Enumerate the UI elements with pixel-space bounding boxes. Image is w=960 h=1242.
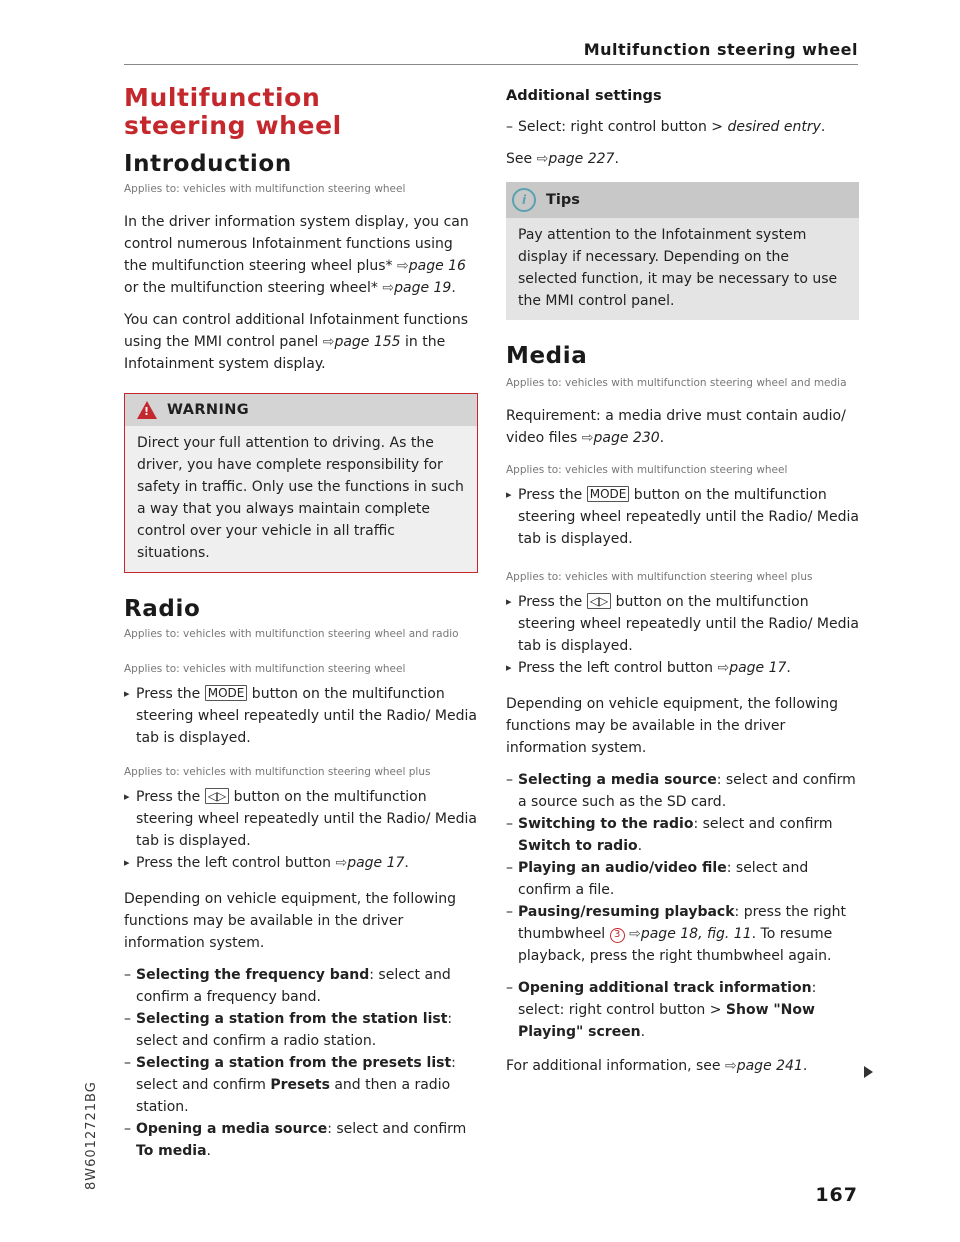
page-link[interactable]: page 18, fig. 11 bbox=[640, 926, 752, 942]
section-heading-media: Media bbox=[506, 343, 588, 369]
info-icon: i bbox=[512, 188, 536, 212]
page-link[interactable]: page 227 bbox=[548, 151, 615, 167]
tips-box bbox=[506, 182, 859, 320]
list-item: – Selecting a station from the station list: select and confirm a radio station. bbox=[124, 1008, 478, 1052]
applies-note: Applies to: vehicles with multifunction steering wheel bbox=[506, 464, 788, 476]
xref-arrow-icon: ⇨ bbox=[724, 1058, 737, 1074]
xref-arrow-icon: ⇨ bbox=[382, 280, 395, 296]
list-item: ▸ Press the MODE button on the multifunction steering wheel repeatedly until the Radio/ Media tab is displayed. bbox=[124, 683, 478, 749]
radio-depend-paragraph: Depending on vehicle equipment, the following functions may be available in the driver information system. bbox=[124, 891, 456, 951]
list-item: – Opening a media source: select and confirm To media. bbox=[124, 1118, 478, 1162]
page-link[interactable]: page 17 bbox=[347, 855, 405, 871]
xref-arrow-icon: ⇨ bbox=[717, 660, 730, 676]
list-item: ▸ Press the left control button ⇨page 17. bbox=[124, 852, 478, 874]
list-item: ▸ Press the ◁▷ button on the multifunction steering wheel repeatedly until the Radio/ Media tab is displayed. bbox=[124, 786, 478, 852]
list-item: – Playing an audio/video file: select and confirm a file. bbox=[506, 857, 859, 901]
chapter-title: Multifunction steering wheel bbox=[124, 83, 342, 140]
warning-triangle-icon bbox=[137, 401, 157, 419]
list-item: – Selecting a station from the presets list: select and confirm Presets and then a radio station. bbox=[124, 1052, 478, 1118]
list-item: – Switching to the radio: select and confirm Switch to radio. bbox=[506, 813, 859, 857]
applies-note: Applies to: vehicles with multifunction steering wheel bbox=[124, 663, 406, 675]
right-column bbox=[506, 84, 859, 1077]
warning-text: Direct your full attention to driving. As the driver, you have complete responsibility for safety in traffic. Only use the functions in such a way that you always maintain complete control over your vehicle in all traffic situations. bbox=[125, 426, 477, 572]
xref-arrow-icon: ⇨ bbox=[397, 258, 409, 274]
intro-paragraph-2: You can control additional Infotainment functions using the MMI control panel ⇨page 155 in the Infotainment system display. bbox=[124, 312, 469, 372]
page-link[interactable]: page 16 bbox=[408, 258, 466, 274]
running-header: Multifunction steering wheel bbox=[583, 40, 858, 59]
arrows-key: ◁▷ bbox=[205, 788, 229, 804]
mode-key: MODE bbox=[587, 486, 630, 502]
list-item: – Selecting a media source: select and confirm a source such as the SD card. bbox=[506, 769, 859, 813]
tips-title: Tips bbox=[546, 192, 580, 208]
left-column bbox=[124, 84, 478, 1162]
tips-text: Pay attention to the Infotainment system display if necessary. Depending on the selected function, it may be necessary to use the MMI control panel. bbox=[518, 227, 838, 309]
page-link[interactable]: page 241 bbox=[736, 1058, 803, 1074]
warning-box bbox=[124, 393, 478, 573]
xref-arrow-icon: ⇨ bbox=[322, 334, 335, 350]
section-heading-radio: Radio bbox=[124, 596, 201, 622]
tips-header bbox=[506, 182, 859, 218]
xref-arrow-icon: ⇨ bbox=[581, 430, 594, 446]
mode-key: MODE bbox=[205, 685, 248, 701]
continue-arrow-icon bbox=[864, 1066, 873, 1078]
list-item: ▸ Press the MODE button on the multifunction steering wheel repeatedly until the Radio/ Media tab is displayed. bbox=[506, 484, 859, 550]
applies-note: Applies to: vehicles with multifunction steering wheel and radio bbox=[124, 628, 459, 640]
xref-arrow-icon: ⇨ bbox=[536, 151, 549, 167]
applies-note: Applies to: vehicles with multifunction steering wheel plus bbox=[124, 766, 431, 778]
additional-info-paragraph: For additional information, see ⇨page 241. bbox=[506, 1058, 808, 1074]
list-item: – Pausing/resuming playback: press the right thumbwheel 3 ⇨page 18, fig. 11. To resume playback, press the right thumbwheel again. bbox=[506, 901, 859, 967]
applies-note: Applies to: vehicles with multifunction steering wheel plus bbox=[506, 571, 813, 583]
page-link[interactable]: page 17 bbox=[729, 660, 787, 676]
header-rule bbox=[124, 64, 858, 65]
list-item: – Opening additional track information: select: right control button > Show "Now Playing" screen. bbox=[506, 977, 859, 1043]
warning-title: WARNING bbox=[167, 402, 250, 418]
list-item: ▸ Press the left control button ⇨page 17. bbox=[506, 657, 859, 679]
list-item: – Selecting the frequency band: select and confirm a frequency band. bbox=[124, 964, 478, 1008]
page-link[interactable]: page 19 bbox=[394, 280, 452, 296]
see-reference: See ⇨page 227. bbox=[506, 151, 619, 167]
list-item: ▸ Press the ◁▷ button on the multifunction steering wheel repeatedly until the Radio/ Media tab is displayed. bbox=[506, 591, 859, 657]
xref-arrow-icon: ⇨ bbox=[335, 855, 348, 871]
page-number: 167 bbox=[815, 1184, 858, 1206]
list-item: – Select: right control button > desired entry. bbox=[506, 116, 859, 138]
callout-number-icon: 3 bbox=[610, 928, 625, 943]
subheading-additional-settings: Additional settings bbox=[506, 88, 662, 104]
warning-header bbox=[125, 394, 477, 426]
media-depend-paragraph: Depending on vehicle equipment, the following functions may be available in the driver information system. bbox=[506, 696, 838, 756]
section-heading-introduction: Introduction bbox=[124, 151, 292, 177]
xref-arrow-icon: ⇨ bbox=[629, 926, 641, 942]
applies-note: Applies to: vehicles with multifunction steering wheel bbox=[124, 183, 406, 195]
applies-note: Applies to: vehicles with multifunction steering wheel and media bbox=[506, 377, 847, 389]
document-code: 8W6012721BG bbox=[84, 1081, 99, 1190]
intro-paragraph-1: In the driver information system display, you can control numerous Infotainment functions using the multifunction steering wheel plus* ⇨page 16 or the multifunction steering wheel* ⇨page 19. bbox=[124, 214, 469, 296]
page-link[interactable]: page 230 bbox=[593, 430, 660, 446]
media-requirement: Requirement: a media drive must contain audio/ video files ⇨page 230. bbox=[506, 408, 846, 446]
arrows-key: ◁▷ bbox=[587, 593, 611, 609]
page-link[interactable]: page 155 bbox=[334, 334, 401, 350]
